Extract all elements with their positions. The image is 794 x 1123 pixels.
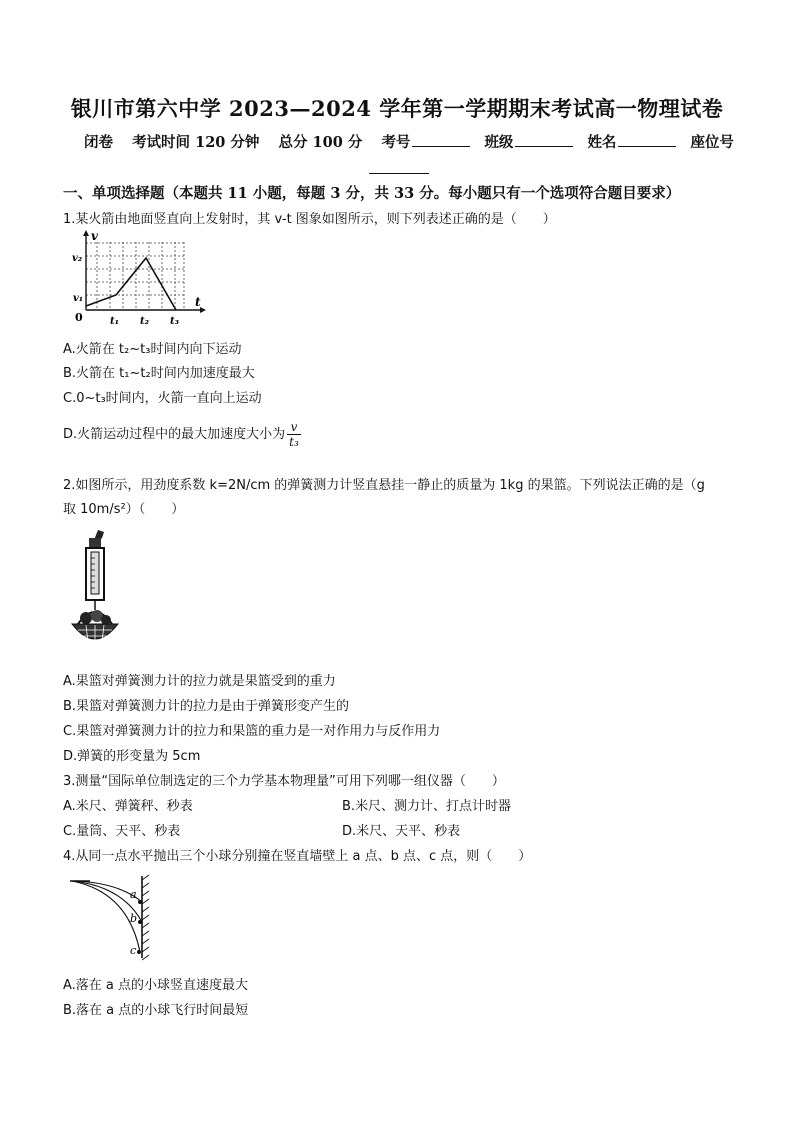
t2-label: t₂ <box>140 316 149 326</box>
seat-number-field[interactable] <box>369 173 429 174</box>
q2-option-d: D.弹簧的形变量为 5cm <box>63 749 201 764</box>
fraction-denominator: t₃ <box>289 435 299 449</box>
t1-label: t₁ <box>110 316 119 326</box>
q4-option-a: A.落在 a 点的小球竖直速度最大 <box>63 978 249 993</box>
point-b <box>138 920 142 924</box>
v2-label: v₂ <box>72 253 83 264</box>
origin-label: 0 <box>75 311 83 324</box>
label-c: c <box>130 944 137 957</box>
q2-option-b: B.果篮对弹簧测力计的拉力是由于弹簧形变产生的 <box>63 699 350 714</box>
total-score-label: 总分 100 分 <box>278 134 363 151</box>
v1-label: v₁ <box>73 293 84 304</box>
q2-option-a: A.果篮对弹簧测力计的拉力就是果篮受到的重力 <box>63 674 336 689</box>
q4-stem: 4.从同一点水平抛出三个小球分别撞在竖直墙壁上 a 点、b 点、c 点，则（ ） <box>63 849 532 864</box>
projectile-wall-figure <box>66 872 156 962</box>
q3-option-c: C.量筒、天平、秒表 <box>63 824 181 839</box>
section-heading: 一、单项选择题（本题共 11 小题，每题 3 分，共 33 分。每小题只有一个选项符合题目要求） <box>63 185 681 202</box>
name-field[interactable] <box>618 132 676 147</box>
wall-hatching <box>142 875 149 960</box>
q3-option-d: D.米尺、天平、秒表 <box>342 824 461 839</box>
point-c <box>137 950 141 954</box>
label-b: b <box>130 912 138 925</box>
q3-option-a: A.米尺、弹簧秤、秒表 <box>63 799 193 814</box>
exam-number-field[interactable] <box>412 132 470 147</box>
t3-label: t₃ <box>170 316 179 326</box>
exam-time-label: 考试时间 120 分钟 <box>132 134 260 151</box>
t-axis-label: t <box>195 295 201 309</box>
q1-stem: 1.某火箭由地面竖直向上发射时，其 v-t 图象如图所示，则下列表述正确的是（ ） <box>63 212 556 227</box>
exam-title: 银川市第六中学 2023—2024 学年第一学期期末考试高一物理试卷 <box>70 96 724 121</box>
q1-option-c: C.0~t₃时间内，火箭一直向上运动 <box>63 391 262 406</box>
name-label: 姓名 <box>587 134 617 151</box>
q1-option-d <box>63 420 301 449</box>
velocity-curve <box>86 258 176 310</box>
t-axis-arrow-icon <box>200 307 206 313</box>
q2-stem-line2: 取 10m/s²）（ ） <box>63 502 185 517</box>
label-a: a <box>130 888 137 901</box>
exam-number-label: 考号 <box>381 134 411 151</box>
q2-stem-line1: 2.如图所示，用劲度系数 k=2N/cm 的弹簧测力计竖直悬挂一静止的质量为 1kg 的果篮。下列说法正确的是（g <box>63 478 705 493</box>
seat-label: 座位号 <box>690 134 734 151</box>
closed-book-label: 闭卷 <box>84 134 113 151</box>
q1-option-b: B.火箭在 t₁~t₂时间内加速度最大 <box>63 366 255 381</box>
v-axis-label: v <box>91 229 98 243</box>
spring-scale-basket-figure <box>64 526 126 650</box>
q1-vt-graph <box>72 228 212 326</box>
q1-option-a: A.火箭在 t₂~t₃时间内向下运动 <box>63 342 242 357</box>
q1-option-d-text: D.火箭运动过程中的最大加速度大小为 <box>63 427 286 442</box>
scale-grip <box>89 538 101 548</box>
class-label: 班级 <box>484 134 514 151</box>
fraction-numerator: v <box>287 420 301 435</box>
exam-info-line <box>84 131 734 152</box>
q2-option-c: C.果篮对弹簧测力计的拉力和果篮的重力是一对作用力与反作用力 <box>63 724 441 739</box>
point-a <box>138 900 142 904</box>
q4-option-b: B.落在 a 点的小球飞行时间最短 <box>63 1003 249 1018</box>
v-axis-arrow-icon <box>83 230 89 236</box>
class-field[interactable] <box>515 132 573 147</box>
fruit-icon <box>80 612 92 624</box>
q3-stem: 3.测量“国际单位制选定的三个力学基本物理量”可用下列哪一组仪器（ ） <box>63 774 505 789</box>
q1-option-d-fraction <box>287 420 301 449</box>
q3-option-b: B.米尺、测力计、打点计时器 <box>342 799 512 814</box>
